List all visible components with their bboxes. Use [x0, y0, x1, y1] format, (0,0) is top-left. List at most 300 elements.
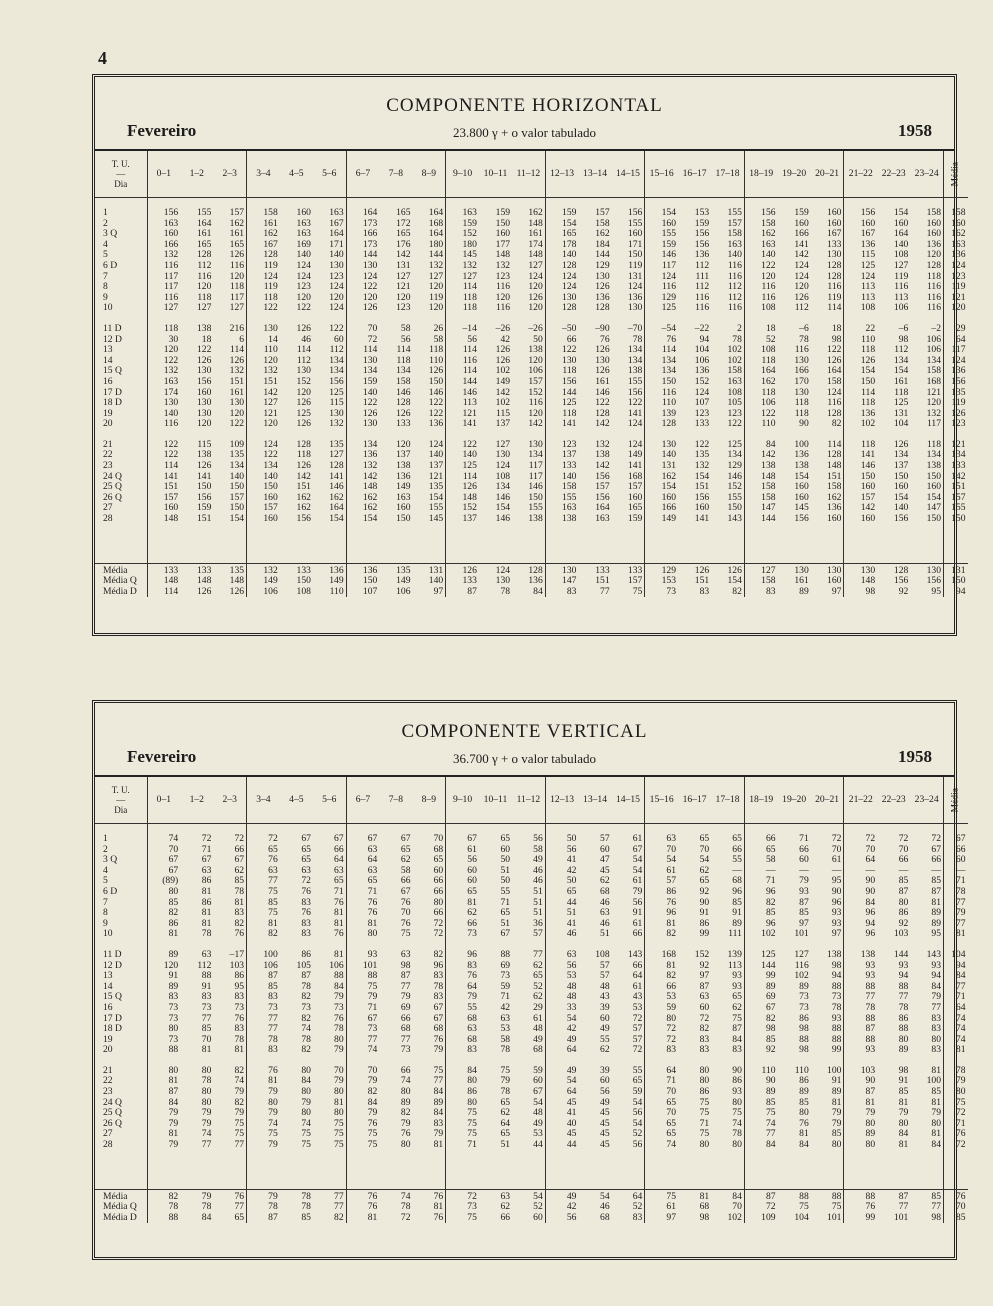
row-label: Média D [95, 1213, 147, 1224]
table-cell: 69 [765, 992, 776, 1003]
table-cell: 126 [213, 250, 246, 261]
table-cell: –54 [661, 323, 676, 334]
table-cell: 85 [910, 1087, 943, 1098]
table-cell: 126 [512, 293, 545, 304]
table-cell: 79 [500, 1076, 511, 1087]
table-cell: 156 [794, 514, 809, 525]
row-label: 22 [95, 1076, 147, 1087]
table-cell: 49 [512, 855, 545, 866]
table-cell: 151 [951, 482, 966, 493]
table-cell: 83 [910, 1045, 943, 1056]
table-cell: 86 [201, 876, 212, 887]
table-cell: 73 [213, 1003, 246, 1014]
table-cell: 103 [860, 1065, 876, 1076]
table-cell: 63 [500, 1013, 511, 1024]
table-cell: 73 [811, 992, 844, 1003]
table-cell: 136 [860, 408, 876, 419]
table-cell: 144 [362, 250, 378, 261]
row-label: Média Q [95, 576, 147, 587]
table-cell: 61 [467, 844, 477, 855]
table-year: 1958 [898, 747, 932, 766]
table-cell: 84 [799, 1140, 809, 1151]
table-cell: 110 [761, 1065, 776, 1076]
table-cell: 130 [778, 563, 811, 576]
table-cell: 71 [666, 1076, 676, 1087]
table-cell: 62 [711, 1003, 744, 1014]
table-cell: 79 [213, 1108, 246, 1119]
table-cell: 142 [296, 471, 311, 482]
table-row [95, 950, 968, 961]
table-cell: 165 [396, 208, 411, 218]
table-cell: 130 [263, 323, 278, 334]
table-cell: 93 [711, 971, 744, 982]
table-cell: 14 [268, 334, 278, 345]
table-cell: 164 [313, 229, 346, 240]
table-cell: 60 [413, 866, 446, 877]
table-cell: 80 [400, 1087, 411, 1098]
table-cell: 102 [711, 345, 744, 356]
table-cell: 151 [163, 482, 179, 493]
table-cell: 93 [811, 908, 844, 919]
table-cell: 80 [301, 1108, 311, 1119]
table-cell: (89) [162, 876, 179, 887]
table-cell: 116 [894, 282, 909, 293]
table-cell: 60 [600, 844, 610, 855]
table-cell: 163 [163, 218, 179, 229]
table-cell: 134 [396, 366, 411, 377]
table-cell: 124 [296, 260, 311, 271]
table-cell: 146 [595, 387, 610, 398]
table-cell: 88 [865, 981, 876, 992]
table-cell: 174 [163, 387, 179, 398]
table-cell: 169 [296, 239, 311, 250]
table-cell: 74 [379, 1189, 412, 1202]
table-cell: 92 [898, 586, 909, 597]
table-cell: 162 [213, 219, 246, 230]
table-cell: 130 [213, 398, 246, 409]
table-cell: 75 [711, 1108, 744, 1119]
table-cell: 64 [612, 971, 645, 982]
table-cell: 132 [595, 439, 610, 450]
table-cell: 65 [711, 992, 744, 1003]
table-cell: 120 [362, 292, 378, 303]
table-cell: 64 [566, 1087, 577, 1098]
table-cell: 84 [865, 897, 876, 908]
table-cell: 92 [898, 918, 909, 929]
table-cell: 143 [910, 950, 943, 961]
row-label: 25 Q [95, 482, 147, 493]
table-cell: 118 [910, 272, 943, 283]
table-cell: 134 [893, 355, 909, 366]
table-cell: 81 [168, 929, 179, 940]
table-cell: 108 [893, 250, 909, 261]
table-cell: 72 [268, 834, 278, 844]
column-header: 15–16 [645, 151, 678, 198]
table-cell: 116 [711, 272, 744, 283]
table-cell: 77 [213, 1202, 246, 1213]
table-cell: 130 [163, 398, 179, 409]
table-cell: 63 [600, 908, 610, 919]
table-cell: 59 [512, 1066, 545, 1077]
table-cell: 75 [799, 1202, 809, 1213]
table-cell: 81 [910, 898, 943, 909]
table-cell: 163 [562, 503, 577, 514]
table-cell: 160 [794, 492, 809, 503]
table-cell: 84 [711, 1189, 744, 1202]
table-cell: 163 [761, 239, 776, 250]
table-cell: 83 [699, 586, 710, 597]
table-row [95, 472, 968, 483]
table-row [95, 229, 968, 240]
table-cell: 106 [761, 398, 776, 409]
table-cell: 93 [910, 961, 943, 972]
row-label: 7 [95, 898, 147, 909]
table-cell: 75 [699, 1129, 710, 1140]
table-cell: 145 [794, 503, 809, 514]
table-cell: 154 [711, 576, 744, 587]
table-cell: 163 [711, 240, 744, 251]
table-cell: 130 [612, 303, 645, 314]
table-cell: 73 [799, 992, 809, 1003]
table-cell: 65 [301, 855, 311, 866]
table-cell: 84 [898, 1129, 909, 1140]
table-cell: 73 [168, 1002, 179, 1013]
table-cell: 66 [566, 334, 577, 345]
table-cell: 108 [761, 303, 776, 314]
table-cell: 110 [413, 356, 446, 367]
table-cell: 130 [495, 450, 511, 461]
row-label: 26 Q [95, 1119, 147, 1130]
table-cell: 116 [811, 398, 844, 409]
table-cell: 84 [765, 1140, 776, 1151]
table-cell: 87 [467, 586, 477, 597]
table-cell: 140 [761, 250, 776, 261]
table-cell: 82 [147, 1189, 180, 1202]
table-cell: 97 [666, 1212, 676, 1223]
table-cell: 158 [562, 482, 577, 493]
table-cell: 85 [910, 1189, 943, 1202]
table-cell: 120 [213, 409, 246, 420]
column-header: 23–24 [910, 151, 943, 198]
table-cell: 122 [562, 345, 577, 356]
table-cell: 154 [213, 514, 246, 525]
table-cell: 76 [367, 897, 378, 908]
table-cell: 122 [761, 260, 776, 271]
table-cell: 136 [362, 450, 378, 461]
table-cell: 70 [168, 844, 179, 855]
table-cell: 78 [413, 982, 446, 993]
table-cell: 41 [566, 855, 577, 866]
table-cell: 59 [666, 1002, 676, 1013]
table-cell: 120 [910, 398, 943, 409]
table-row [95, 1003, 968, 1014]
table-cell: 160 [811, 514, 844, 525]
table-cell: 127 [196, 303, 212, 314]
table-cell: 45 [600, 1108, 610, 1119]
table-cell: 61 [512, 1014, 545, 1025]
table-cell: 87 [910, 887, 943, 898]
table-cell: 64 [865, 855, 876, 866]
table-cell: 75 [811, 1202, 844, 1213]
table-cell: 18 [765, 323, 776, 334]
table-cell: — [898, 865, 909, 876]
table-cell: 66 [467, 918, 477, 929]
table-cell: 67 [367, 834, 378, 844]
table-cell: 116 [213, 261, 246, 272]
table-cell: 71 [313, 887, 346, 898]
table-cell: 84 [765, 439, 776, 450]
table-cell: 84 [467, 1065, 477, 1076]
table-cell: 158 [910, 366, 943, 377]
table-cell: 126 [213, 587, 246, 598]
table-cell: 78 [301, 1034, 311, 1045]
table-cell: 57 [612, 1035, 645, 1046]
table-cell: 134 [313, 356, 346, 367]
table-cell: 160 [495, 229, 511, 240]
table-cell: 161 [196, 229, 212, 240]
table-cell: 149 [495, 376, 511, 387]
table-cell: 118 [761, 355, 776, 366]
table-cell: 142 [595, 461, 610, 472]
table-cell: 78 [280, 1189, 313, 1202]
table-cell: 56 [566, 844, 577, 855]
table-cell: 120 [196, 419, 212, 430]
table-cell: 148 [512, 219, 545, 230]
table-cell: 154 [694, 471, 710, 482]
table-cell: 115 [197, 439, 212, 450]
table-cell: 57 [612, 1024, 645, 1035]
table-row [95, 1129, 968, 1140]
table-cell: 72 [213, 834, 246, 845]
table-cell: 86 [799, 1013, 809, 1024]
table-cell: 152 [711, 482, 744, 493]
table-cell: 142 [263, 387, 278, 398]
column-header: 3–4 [247, 777, 280, 824]
table-cell: 122 [462, 439, 477, 450]
table-cell: 81 [467, 897, 477, 908]
table-cell: 150 [893, 471, 909, 482]
table-cell: 128 [562, 303, 577, 314]
header-dash: — [116, 795, 126, 805]
table-row [95, 440, 968, 451]
table-cell: 75 [367, 1129, 378, 1140]
table-cell: 73 [168, 1013, 179, 1024]
table-cell: 132 [313, 419, 346, 430]
table-cell: 92 [699, 886, 710, 897]
table-cell: 158 [811, 482, 844, 493]
table-cell: 84 [955, 971, 966, 982]
table-cell: 83 [213, 992, 246, 1003]
table-cell: 128 [811, 261, 844, 272]
table-cell: 157 [612, 482, 645, 493]
table-cell: — [865, 865, 876, 876]
table-cell: 122 [811, 345, 844, 356]
table-cell: 113 [861, 282, 876, 293]
table-cell: 72 [910, 834, 943, 845]
table-cell: 124 [296, 271, 311, 282]
table-cell: 72 [367, 334, 378, 345]
table-cell: 77 [268, 1024, 278, 1035]
table-cell: 124 [612, 419, 645, 430]
table-cell: 87 [799, 897, 809, 908]
table-cell: 160 [661, 492, 676, 503]
table-cell: 110 [313, 587, 346, 598]
table-cell: 129 [661, 292, 676, 303]
table-cell: 137 [893, 461, 909, 472]
table-cell: 81 [955, 1045, 966, 1056]
table-cell: 30 [168, 334, 179, 345]
table-cell: 74 [400, 1076, 411, 1087]
table-cell: 120 [263, 419, 278, 430]
table-cell: 130 [562, 355, 577, 366]
table-cell: 140 [163, 408, 179, 419]
table-cell: 79 [467, 992, 477, 1003]
table-cell: 108 [860, 303, 876, 314]
table-cell: 76 [467, 971, 477, 982]
table-cell: 128 [396, 398, 411, 409]
table-cell: 45 [600, 865, 610, 876]
table-cell: 81 [367, 918, 378, 929]
table-cell: 60 [512, 1213, 545, 1224]
column-header: 14–15 [612, 151, 645, 198]
table-cell: 92 [765, 1045, 776, 1056]
table-cell: 55 [612, 1066, 645, 1077]
table-cell: 60 [467, 865, 477, 876]
table-cell: 159 [362, 376, 378, 387]
table-cell: 70 [413, 834, 446, 845]
table-cell: 150 [213, 503, 246, 514]
table-cell: 149 [313, 576, 346, 587]
table-cell: 96 [467, 949, 477, 960]
table-cell: 70 [699, 844, 710, 855]
table-cell: — [765, 865, 776, 876]
table-cell: 132 [910, 409, 943, 420]
table-cell: 155 [196, 208, 212, 218]
table-cell: 102 [711, 1213, 744, 1224]
table-cell: 117 [512, 461, 545, 472]
table-cell: 134 [512, 450, 545, 461]
table-cell: 76 [213, 1189, 246, 1202]
table-cell: 70 [313, 1066, 346, 1077]
table-cell: 93 [898, 960, 909, 971]
data-table [95, 777, 968, 1223]
table-cell: 118 [794, 398, 809, 409]
table-cell: 76 [413, 1035, 446, 1046]
table-cell: 77 [413, 1076, 446, 1087]
table-cell: 75 [500, 1065, 511, 1076]
row-label: 11 D [95, 950, 147, 961]
table-cell: 146 [495, 492, 511, 503]
table-cell: 77 [201, 1140, 212, 1151]
table-cell: 162 [362, 492, 378, 503]
table-cell: 118 [861, 398, 876, 409]
table-cell: 80 [168, 886, 179, 897]
table-cell: 150 [860, 471, 876, 482]
table-cell: 79 [313, 1076, 346, 1087]
table-cell: 56 [566, 960, 577, 971]
table-cell: 88 [799, 1034, 809, 1045]
table-cell: 88 [811, 1024, 844, 1035]
table-cell: 126 [595, 366, 610, 377]
table-cell: 112 [894, 345, 909, 356]
table-cell: 83 [168, 992, 179, 1003]
table-cell: 160 [860, 482, 876, 493]
table-cell: 158 [595, 218, 610, 229]
table-cell: 113 [861, 292, 876, 303]
table-cell: 60 [500, 844, 511, 855]
table-cell: 75 [367, 1140, 378, 1151]
table-cell: 133 [578, 563, 611, 576]
table-cell: 72 [612, 1045, 645, 1056]
table-formula: 36.700 γ + o valor tabulado [452, 751, 597, 766]
table-cell: 167 [313, 219, 346, 230]
table-row [95, 450, 968, 461]
table-cell: 85 [765, 908, 776, 919]
table-cell: 63 [301, 865, 311, 876]
table-cell: 132 [263, 366, 278, 377]
table-cell: 167 [811, 229, 844, 240]
table-cell: 78 [268, 1034, 278, 1045]
table-cell: 162 [362, 503, 378, 514]
table-cell: 87 [301, 971, 311, 982]
table-cell: 71 [955, 992, 966, 1003]
table-cell: 127 [794, 949, 809, 960]
table-cell: 150 [711, 503, 744, 514]
table-cell: 72 [400, 1212, 411, 1223]
table-cell: 139 [661, 408, 676, 419]
table-cell: 80 [301, 1087, 311, 1098]
table-cell: 120 [512, 409, 545, 420]
table-cell: 120 [512, 356, 545, 367]
table-cell: 65 [413, 855, 446, 866]
table-cell: 144 [761, 514, 776, 525]
table-cell: 88 [168, 1045, 179, 1056]
table-cell: 80 [313, 1087, 346, 1098]
table-cell: 46 [600, 897, 610, 908]
table-cell: 85 [301, 1212, 311, 1223]
table-cell: 78 [898, 1002, 909, 1013]
table-cell: 66 [955, 844, 966, 855]
table-cell: 66 [500, 1212, 511, 1223]
table-cell: 149 [396, 576, 411, 587]
table-cell: 112 [695, 282, 710, 293]
row-label: 15 Q [95, 992, 147, 1003]
table-cell: 112 [313, 345, 346, 356]
table-cell: 48 [566, 992, 577, 1003]
table-cell: –6 [799, 323, 809, 334]
table-cell: 122 [296, 303, 311, 314]
table-cell: 118 [396, 355, 411, 366]
table-cell: 91 [699, 908, 710, 919]
table-cell: 123 [495, 271, 511, 282]
table-cell: 88 [500, 949, 511, 960]
table-cell: 137 [462, 514, 477, 525]
table-cell: 71 [699, 1118, 710, 1129]
table-cell: 76 [600, 334, 610, 345]
table-cell: 133 [951, 461, 966, 472]
table-cell: 63 [479, 1189, 512, 1202]
row-label: 27 [95, 503, 147, 514]
table-cell: 84 [910, 1140, 943, 1151]
table-cell: 127 [512, 261, 545, 272]
table-cell: 86 [898, 1013, 909, 1024]
table-cell: 116 [711, 303, 744, 314]
summary-row [95, 1213, 968, 1224]
table-cell: 80 [711, 1098, 744, 1109]
row-label: 16 [95, 377, 147, 388]
table-cell: 165 [396, 229, 411, 240]
table-cell: 125 [296, 408, 311, 419]
